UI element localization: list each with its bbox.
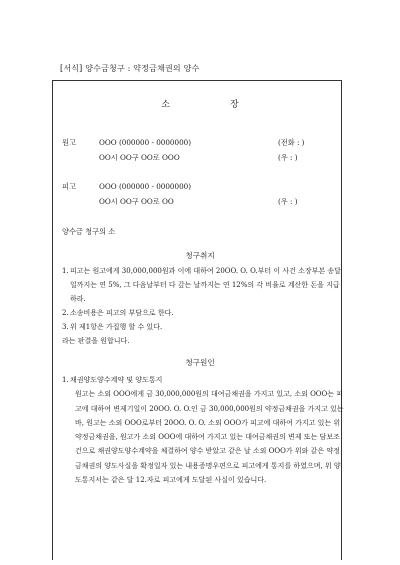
claim-item-num: 1.: [62, 267, 69, 275]
title-char-2: 장: [230, 100, 239, 110]
document-header: [서식] 양수금청구 : 약정금채권의 양수: [60, 64, 200, 73]
claim-item-text: 위 제1항은 가집행 할 수 있다.: [70, 323, 163, 331]
cause-body: [62, 373, 344, 487]
cause-sub-title: 채권양도양수계약 및 양도통지: [70, 376, 163, 384]
claim-closing: 라는 판결을 원합니다.: [62, 337, 130, 345]
defendant-zip: (우 : ): [278, 197, 298, 206]
claim-item: [62, 264, 342, 306]
claim-item-text: 소송비용은 피고의 부담으로 한다.: [70, 309, 174, 317]
document-title: [0, 97, 400, 110]
case-subject: 양수금 청구의 소: [62, 227, 116, 236]
claim-list: [62, 264, 342, 348]
defendant-block: [62, 177, 298, 211]
defendant-id: OOO (000000 - 0000000): [99, 182, 192, 191]
plaintiff-zip: (우 : ): [278, 153, 298, 162]
claim-item-num: 3.: [62, 323, 69, 331]
cause-paragraph: 원고는 소외 OOO에게 금 30,000,000원의 대여금채권을 가지고 있고, 소외 OOO는 피고에 대하여 변제기일이 20OO. O. O.인 금 30,000,000원의 약정금채권을 가지고 있는바, 원고는 소외 OOO로부터 20OO. O. O. 소외 OOO가 피고에 대하여 가지고 있는 위 약정금채권을, 원고가 소외 OOO에 대하여 가지고 있는 대여금채권의 변제 또는 담보조건으로 채권양도양수계약을 체결하여 양수 받았고 같은 날 소외 OOO가 위와 같은 약정금채권의 양도사실을 확정일자 있는 내용증명우편으로 피고에게 통지를 하였으며, 위 양도통지서는 같은 달 12.자로 피고에게 도달된 사실이 있습니다.: [75, 390, 344, 485]
cause-section-title: 청구원인: [185, 358, 215, 367]
claim-item-num: 2.: [62, 309, 69, 317]
defendant-address: OO시 OO구 OO로 OO: [99, 197, 174, 206]
cause-sub-num: 1.: [62, 376, 69, 384]
claim-item: [62, 320, 342, 334]
plaintiff-address: OO시 OO구 OO로 OOO: [99, 153, 180, 162]
claim-item: [62, 306, 342, 320]
title-char-1: 소: [161, 100, 170, 110]
plaintiff-phone: (전화 : ): [278, 138, 305, 147]
claim-section-title: 청구취지: [185, 251, 215, 260]
claim-item-text: 피고는 원고에게 30,000,000원과 이에 대하여 20OO. O. O.부터 이 사건 소장부본 송달일까지는 연 5%, 그 다음날부터 다 갚는 날까지는 연 12%의 각 비율로 계산한 돈을 지급하라.: [70, 267, 341, 303]
plaintiff-label: 원고: [62, 138, 76, 147]
defendant-label: 피고: [62, 182, 76, 191]
plaintiff-block: [62, 133, 305, 167]
plaintiff-id: OOO (000000 - 0000000): [99, 138, 192, 147]
cause-subheading: [62, 373, 344, 387]
